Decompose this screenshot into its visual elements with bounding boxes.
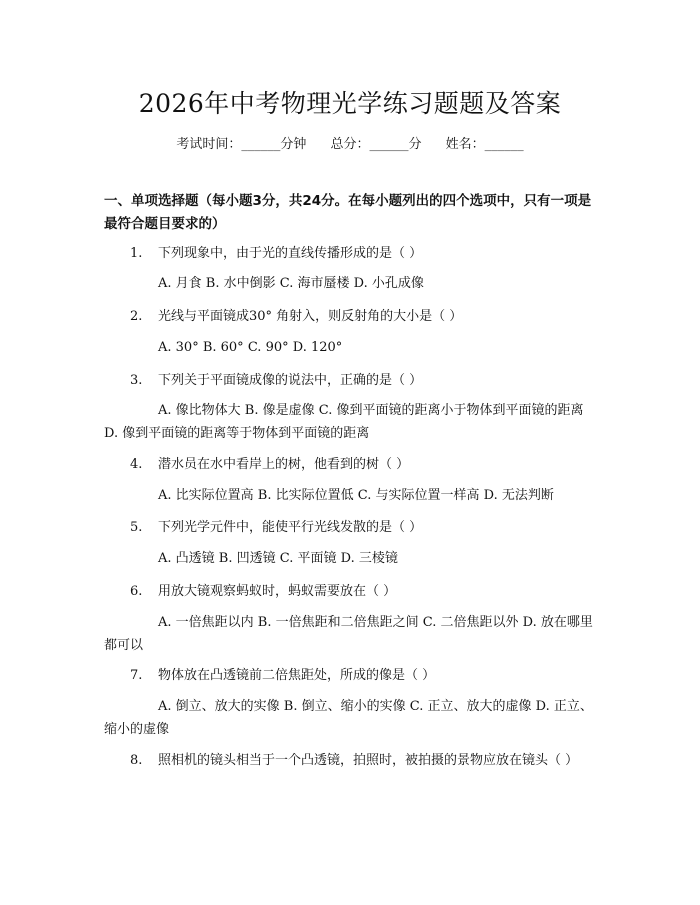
question-5 (104, 516, 600, 539)
question-text: 用放大镜观察蚂蚁时，蚂蚁需要放在（ ） (158, 584, 397, 599)
question-number: 8. (130, 753, 143, 768)
question-6 (104, 580, 600, 603)
question-1 (104, 242, 600, 265)
question-text: 光线与平面镜成30° 角射入，则反射角的大小是（ ） (158, 309, 463, 324)
question-text: 照相机的镜头相当于一个凸透镜，拍照时，被拍摄的景物应放在镜头（ ） (158, 753, 579, 768)
question-number: 7. (130, 668, 143, 683)
question-text: 下列光学元件中，能使平行光线发散的是（ ） (158, 520, 423, 535)
question-number: 3. (130, 373, 143, 388)
question-text: 下列关于平面镜成像的说法中，正确的是（ ） (158, 373, 423, 388)
question-8 (104, 749, 600, 772)
question-number: 2. (130, 309, 143, 324)
total-score-field: 总分：______分 (330, 137, 422, 152)
question-options: A. 一倍焦距以内 B. 一倍焦距和二倍焦距之间 C. 二倍焦距以外 D. 放在哪里都可以 (104, 615, 593, 653)
question-options: A. 倒立、放大的实像 B. 倒立、缩小的实像 C. 正立、放大的虚像 D. 正立、缩小的虚像 (104, 699, 593, 737)
question-text: 物体放在凸透镜前二倍焦距处，所成的像是（ ） (158, 668, 436, 683)
question-7 (104, 664, 600, 687)
question-6-options (104, 611, 600, 657)
exam-time-field: 考试时间：______分钟 (176, 137, 307, 152)
question-4 (104, 453, 600, 476)
question-2-options (104, 336, 600, 359)
question-options: A. 像比物体大 B. 像是虚像 C. 像到平面镜的距离小于物体到平面镜的距离 D. 像到平面镜的距离等于物体到平面镜的距离 (104, 403, 584, 441)
document-title: 2026年中考物理光学练习题题及答案 (138, 89, 562, 118)
exam-info-line (0, 133, 700, 152)
student-name-field: 姓名：______ (445, 137, 524, 152)
question-text: 潜水员在水中看岸上的树，他看到的树（ ） (158, 457, 410, 472)
question-2 (104, 305, 600, 328)
question-text: 下列现象中，由于光的直线传播形成的是（ ） (158, 246, 423, 261)
question-number: 4. (130, 457, 143, 472)
question-3-options (104, 399, 600, 445)
question-4-options (104, 484, 600, 507)
question-3 (104, 369, 600, 392)
question-number: 1. (130, 246, 143, 261)
section-heading: 一、单项选择题（每小题3分，共24分。在每小题列出的四个选项中，只有一项是最符合题目要求的） (104, 193, 592, 232)
question-options: A. 月食 B. 水中倒影 C. 海市蜃楼 D. 小孔成像 (158, 276, 424, 291)
question-1-options (104, 272, 600, 295)
question-7-options (104, 695, 600, 741)
question-options: A. 30° B. 60° C. 90° D. 120° (158, 340, 343, 355)
question-number: 6. (130, 584, 143, 599)
question-options: A. 凸透镜 B. 凹透镜 C. 平面镜 D. 三棱镜 (158, 551, 398, 566)
question-5-options (104, 547, 600, 570)
question-options: A. 比实际位置高 B. 比实际位置低 C. 与实际位置一样高 D. 无法判断 (158, 488, 554, 503)
question-number: 5. (130, 520, 143, 535)
